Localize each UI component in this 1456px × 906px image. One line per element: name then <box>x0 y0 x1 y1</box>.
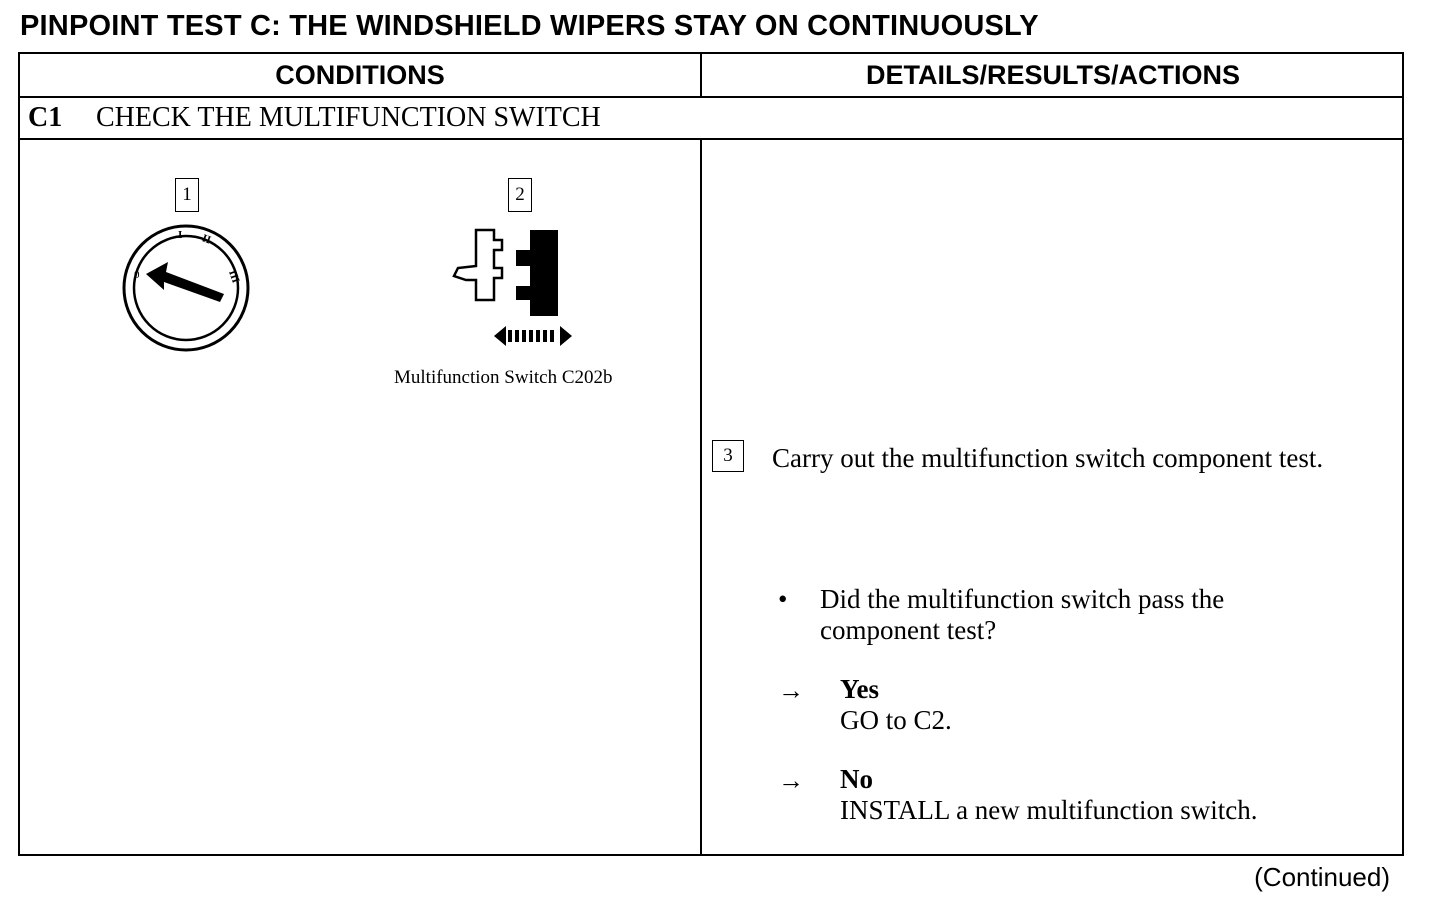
column-divider <box>700 140 702 856</box>
callout-3: 3 <box>712 440 744 472</box>
step-title: CHECK THE MULTIFUNCTION SWITCH <box>96 102 601 133</box>
arrow-right-icon: → <box>778 676 804 705</box>
answer-yes <box>840 674 952 736</box>
callout-1: 1 <box>175 178 199 212</box>
page-title: PINPOINT TEST C: THE WINDSHIELD WIPERS STAY ON CONTINUOUSLY <box>20 10 1039 42</box>
ignition-pos-0: 0 <box>134 269 140 281</box>
continued-note: (Continued) <box>1254 862 1390 892</box>
yes-label: Yes <box>840 674 879 704</box>
bullet: • <box>778 584 788 614</box>
step-code: C1 <box>28 102 63 133</box>
details-header: DETAILS/RESULTS/ACTIONS <box>702 54 1404 98</box>
ignition-key-icon <box>120 224 252 356</box>
no-action: INSTALL a new multifunction switch. <box>840 795 1258 825</box>
answer-no <box>840 764 1258 826</box>
pinpoint-table <box>18 52 1404 856</box>
switch-caption: Multifunction Switch C202b <box>394 367 613 388</box>
callout-2: 2 <box>508 178 532 212</box>
conditions-header: CONDITIONS <box>20 54 702 98</box>
action-instruction: Carry out the multifunction switch component test. <box>772 443 1324 473</box>
question-text: Did the multifunction switch pass the component test? <box>820 584 1225 645</box>
arrow-right-icon: → <box>778 766 804 795</box>
step-row <box>20 98 1402 140</box>
yes-action: GO to C2. <box>840 705 952 735</box>
ignition-pos-3: III <box>226 268 242 285</box>
ignition-pos-1: I <box>178 229 183 241</box>
connector-icon <box>452 224 592 354</box>
no-label: No <box>840 764 873 794</box>
ignition-pos-2: II <box>200 232 213 247</box>
